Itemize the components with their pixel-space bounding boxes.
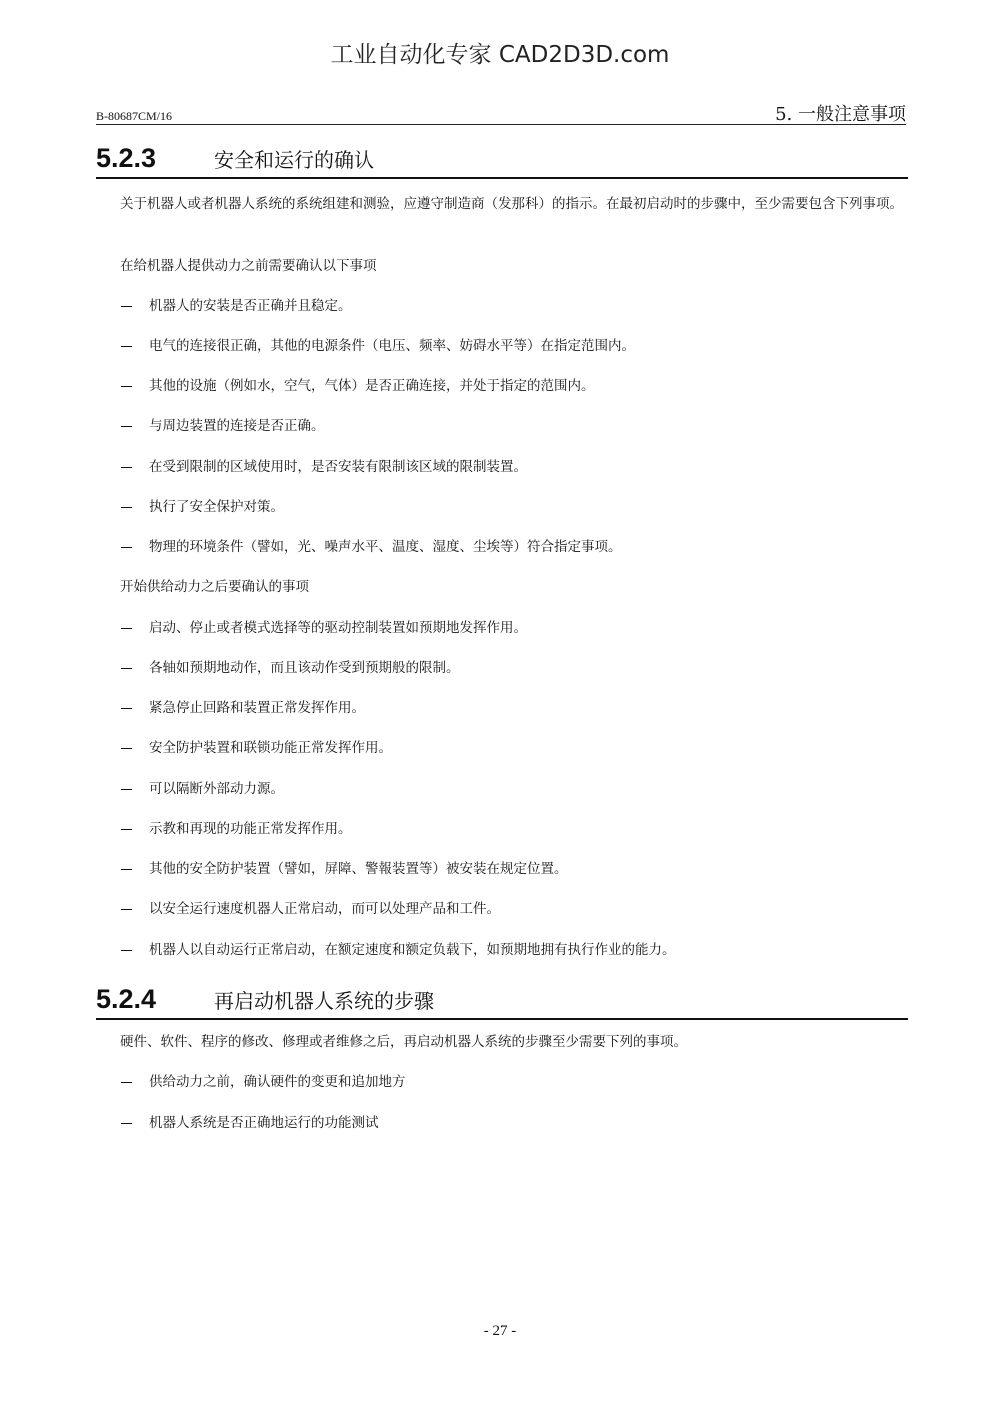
section-intro: 关于机器人或者机器人系统的系统组建和测验，应遵守制造商（发那科）的指示。在最初启动时的步骤中，至少需要包含下列事项。 — [120, 196, 903, 212]
section-intro: 硬件、软件、程序的修改、修理或者维修之后，再启动机器人系统的步骤至少需要下列的事项。 — [120, 1034, 687, 1050]
section-title: 再启动机器人系统的步骤 — [214, 989, 434, 1013]
page-number: - 27 - — [483, 1323, 517, 1339]
section-heading-524 — [96, 984, 908, 1020]
section-number: 5.2.4 — [96, 984, 157, 1014]
section-title: 安全和运行的确认 — [214, 148, 374, 172]
section-number: 5.2.3 — [96, 143, 157, 173]
document-id: B-80687CM/16 — [96, 109, 173, 123]
after-power-label: 开始供给动力之后要确认的事项 — [120, 579, 309, 595]
header-rule — [96, 124, 906, 125]
watermark-text: 工业自动化专家 CAD2D3D.com — [330, 42, 670, 68]
chapter-title: 5. 一般注意事项 — [775, 104, 906, 125]
section-heading-523 — [96, 143, 908, 179]
before-power-label: 在给机器人提供动力之前需要确认以下事项 — [120, 258, 377, 274]
